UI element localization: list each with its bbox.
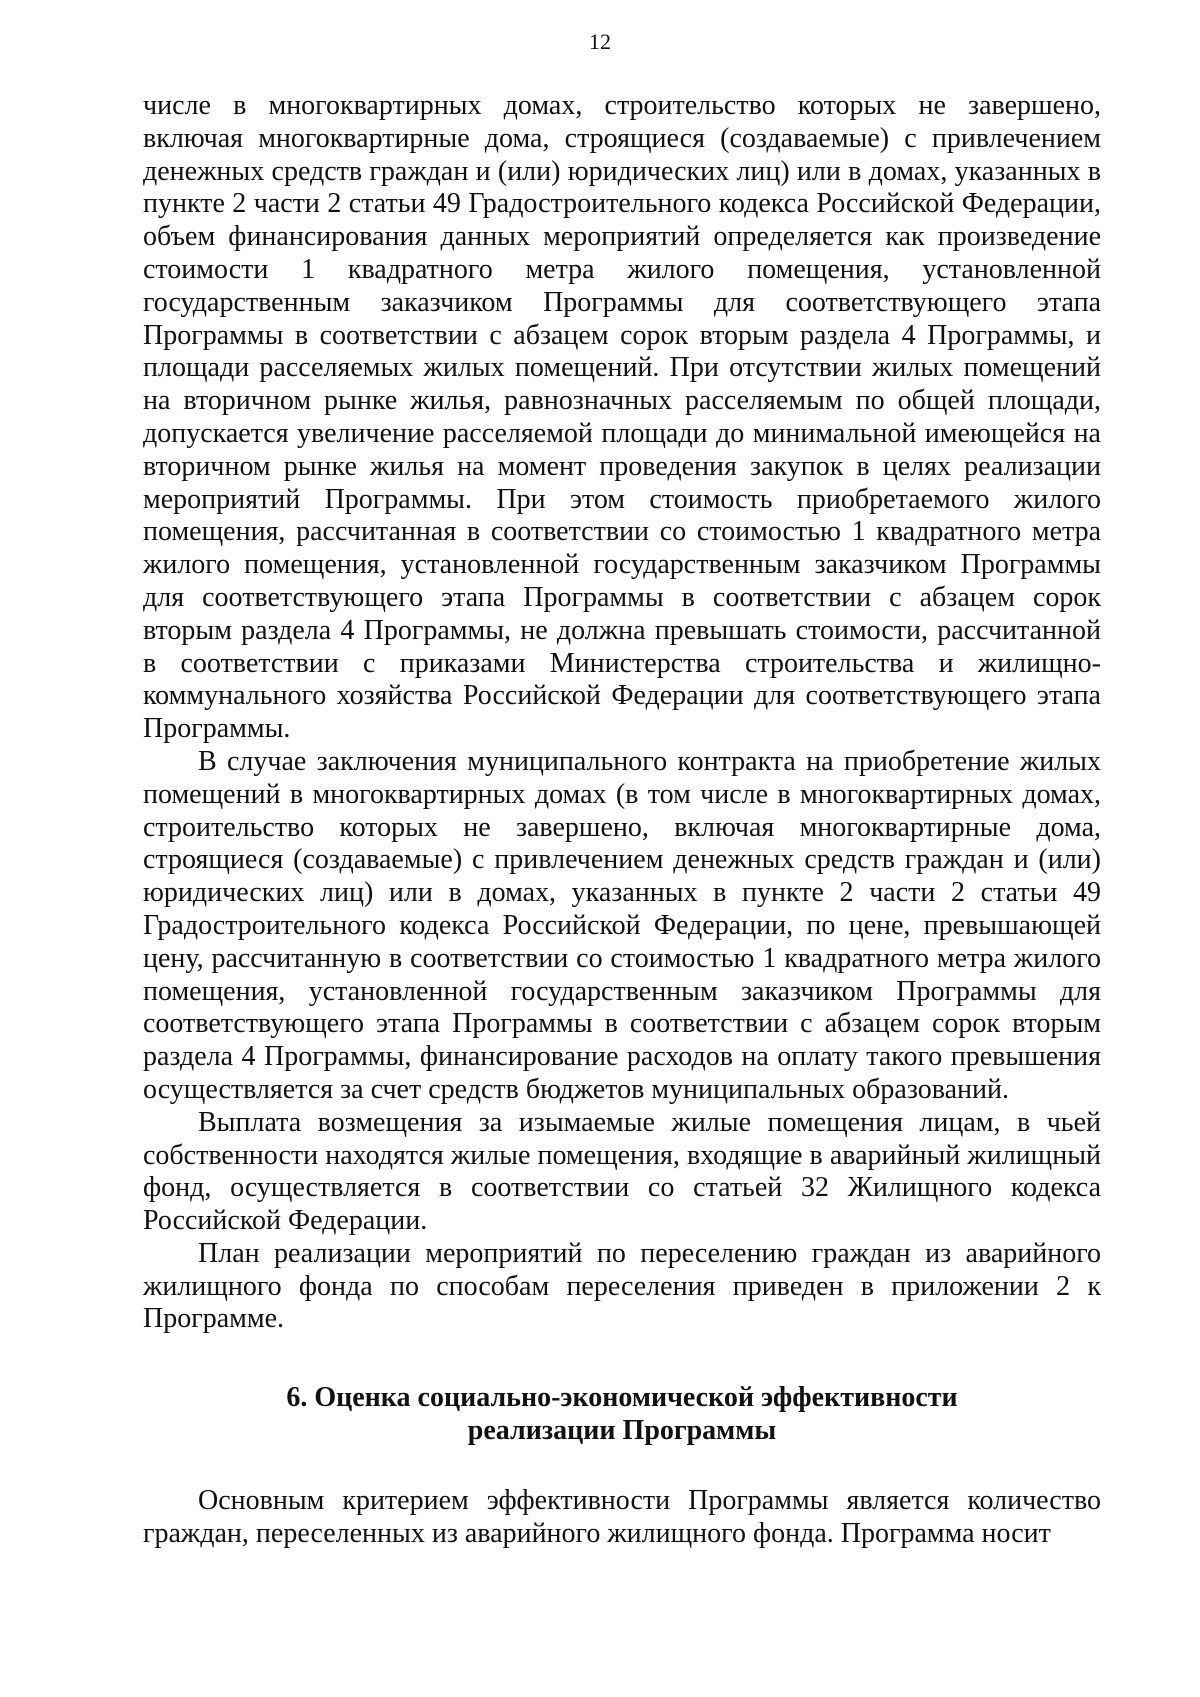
paragraph-resettlement-plan: План реализации мероприятий по переселению граждан из аварийного жилищного фонда по способам переселения приведен в приложении 2 к Программе. bbox=[143, 1237, 1101, 1335]
section-heading-line-2: реализации Программы bbox=[467, 1415, 777, 1447]
document-body bbox=[143, 90, 1101, 1551]
paragraph-compensation: Выплата возмещения за изымаемые жилые помещения лицам, в чьей собственности находятся жилые помещения, входящие в аварийный жилищный фонд, осуществляется в соответствии со статьей 32 Жилищного кодекса Российской Федерации. bbox=[143, 1106, 1101, 1237]
section-heading-line-1: 6. Оценка социально-экономической эффективности bbox=[286, 1382, 958, 1414]
paragraph-municipal-contract: В случае заключения муниципального контракта на приобретение жилых помещений в многоквартирных домах (в том числе в многоквартирных домах, строительство которых не завершено, включая многоквартирные дома, строящиеся (создаваемые) с привлечением денежных средств граждан и (или) юридических лиц) или в домах, указанных в пункте 2 части 2 статьи 49 Градостроительного кодекса Российской Федерации, по цене, превышающей цену, рассчитанную в соответствии со стоимостью 1 квадратного метра жилого помещения, установленной государственным заказчиком Программы для соответствующего этапа Программы в соответствии с абзацем сорок вторым раздела 4 Программы, финансирование расходов на оплату такого превышения осуществляется за счет средств бюджетов муниципальных образований. bbox=[143, 745, 1101, 1105]
paragraph-efficiency-criterion: Основным критерием эффективности Программы является количество граждан, переселенных из аварийного жилищного фонда. Программа носит bbox=[143, 1485, 1101, 1550]
page-number: 12 bbox=[589, 29, 611, 54]
section-heading bbox=[143, 1381, 1101, 1447]
paragraph-continued: числе в многоквартирных домах, строительство которых не завершено, включая многоквартирные дома, строящиеся (создаваемые) с привлечением денежных средств граждан и (или) юридических лиц) или в домах, указанных в пункте 2 части 2 статьи 49 Градостроительного кодекса Российской Федерации, объем финансирования данных мероприятий определяется как произведение стоимости 1 квадратного метра жилого помещения, установленной государственным заказчиком Программы для соответствующего этапа Программы в соответствии с абзацем сорок вторым раздела 4 Программы, и площади расселяемых жилых помещений. При отсутствии жилых помещений на вторичном рынке жилья, равнозначных расселяемым по общей площади, допускается увеличение расселяемой площади до минимальной имеющейся на вторичном рынке жилья на момент проведения закупок в целях реализации мероприятий Программы. При этом стоимость приобретаемого жилого помещения, рассчитанная в соответствии со стоимостью 1 квадратного метра жилого помещения, установленной государственным заказчиком Программы для соответствующего этапа Программы в соответствии с абзацем сорок вторым раздела 4 Программы, не должна превышать стоимости, рассчитанной в соответствии с приказами Министерства строительства и жилищно-коммунального хозяйства Российской Федерации для соответствующего этапа Программы. bbox=[143, 90, 1101, 745]
